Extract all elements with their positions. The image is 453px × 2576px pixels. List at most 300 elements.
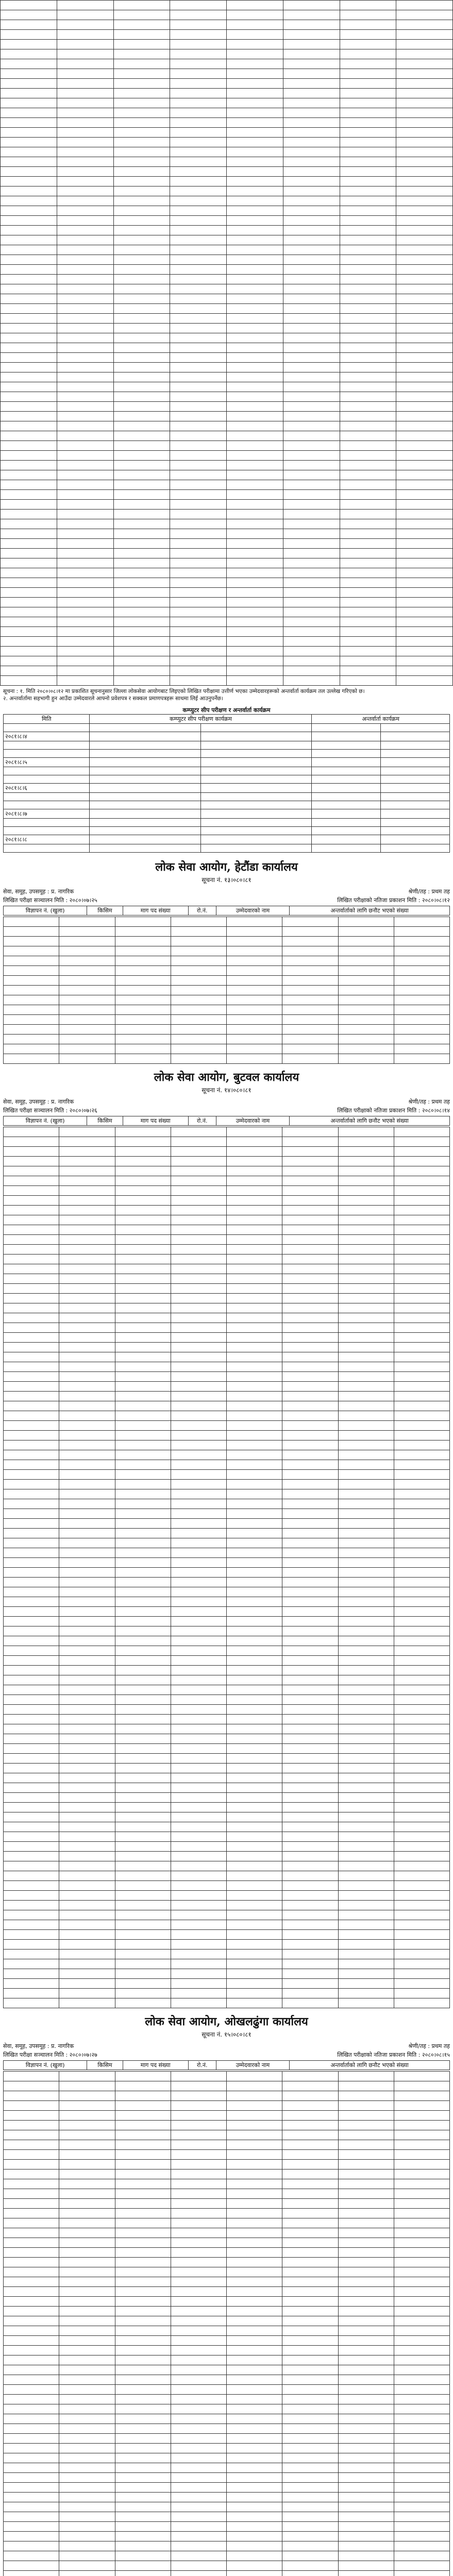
table-cell bbox=[282, 1343, 338, 1352]
table-cell bbox=[282, 1881, 338, 1891]
table-cell bbox=[394, 1773, 449, 1783]
table-cell bbox=[171, 1440, 226, 1450]
table-cell bbox=[115, 1568, 171, 1578]
table-cell bbox=[394, 2395, 449, 2404]
table-cell bbox=[338, 1597, 394, 1607]
table-cell bbox=[171, 2297, 226, 2307]
table-cell bbox=[59, 2502, 115, 2512]
table-cell bbox=[283, 510, 340, 519]
table-cell bbox=[338, 2218, 394, 2228]
table-cell bbox=[394, 2316, 449, 2326]
table-cell bbox=[282, 1401, 338, 1411]
table-row bbox=[1, 275, 453, 284]
table-cell bbox=[227, 1607, 282, 1617]
table-cell bbox=[113, 157, 170, 167]
table-cell bbox=[171, 2395, 226, 2404]
table-cell bbox=[115, 1989, 171, 1998]
table-cell bbox=[59, 1196, 115, 1206]
table-cell bbox=[171, 1607, 226, 1617]
table-cell bbox=[115, 1440, 171, 1450]
table-cell bbox=[4, 1773, 59, 1783]
table-cell bbox=[394, 937, 449, 946]
table-cell bbox=[338, 1137, 394, 1147]
table-cell bbox=[4, 1206, 59, 1215]
table-row bbox=[1, 598, 453, 607]
exam-date-line: लिखित परीक्षा सञ्चालन मिति : २०८०।०७।२६ bbox=[3, 1107, 97, 1114]
table-cell bbox=[59, 1861, 115, 1871]
table-cell bbox=[227, 1969, 282, 1979]
table-cell bbox=[59, 2140, 115, 2150]
table-cell bbox=[1, 402, 57, 412]
table-cell bbox=[227, 1264, 282, 1274]
table-cell bbox=[170, 539, 227, 549]
table-cell bbox=[59, 2297, 115, 2307]
table-cell bbox=[4, 1822, 59, 1832]
table-cell bbox=[394, 995, 449, 1005]
table-cell bbox=[115, 917, 171, 927]
table-row bbox=[1, 461, 453, 470]
table-row bbox=[4, 1793, 450, 1803]
table-cell bbox=[115, 1744, 171, 1754]
table-cell bbox=[59, 946, 115, 956]
table-cell bbox=[57, 245, 113, 255]
table-cell bbox=[4, 2297, 59, 2307]
table-cell bbox=[4, 1382, 59, 1392]
table-cell bbox=[59, 1054, 115, 1064]
table-cell bbox=[282, 2209, 338, 2218]
table-cell bbox=[171, 927, 226, 937]
table-cell bbox=[394, 2512, 449, 2522]
table-cell bbox=[394, 2551, 449, 2561]
table-row bbox=[4, 1372, 450, 1382]
table-cell bbox=[57, 118, 113, 128]
table-cell bbox=[227, 1343, 282, 1352]
table-cell bbox=[338, 2512, 394, 2522]
table-cell bbox=[394, 1881, 449, 1891]
table-cell bbox=[4, 2424, 59, 2434]
table-cell bbox=[282, 1636, 338, 1646]
table-cell bbox=[227, 966, 282, 976]
table-cell bbox=[283, 177, 340, 187]
schedule-row bbox=[4, 784, 450, 793]
table-cell bbox=[396, 470, 453, 480]
exam-date-line: लिखित परीक्षा सञ्चालन मिति : २०८०।०७।२७ bbox=[3, 2052, 97, 2058]
table-cell bbox=[57, 275, 113, 284]
table-cell bbox=[115, 1832, 171, 1842]
table-cell bbox=[59, 2258, 115, 2267]
table-cell bbox=[115, 1044, 171, 1054]
table-row bbox=[4, 2248, 450, 2258]
table-cell bbox=[282, 1127, 338, 1137]
table-cell bbox=[4, 1901, 59, 1910]
table-cell bbox=[283, 10, 340, 20]
table-cell bbox=[4, 2395, 59, 2404]
table-cell bbox=[227, 343, 283, 353]
table-cell bbox=[227, 1920, 282, 1930]
table-cell bbox=[283, 79, 340, 89]
table-cell bbox=[340, 59, 396, 69]
table-cell bbox=[171, 1313, 226, 1323]
table-cell bbox=[338, 1005, 394, 1015]
table-cell bbox=[227, 1015, 282, 1025]
schedule-cell bbox=[200, 827, 312, 835]
table-cell bbox=[227, 1186, 282, 1196]
table-cell bbox=[4, 1666, 59, 1675]
table-cell bbox=[394, 1764, 449, 1773]
table-cell bbox=[59, 1607, 115, 1617]
table-cell bbox=[4, 2375, 59, 2385]
table-cell bbox=[396, 353, 453, 363]
table-cell bbox=[1, 314, 57, 324]
table-cell bbox=[170, 529, 227, 539]
schedule-cell bbox=[90, 801, 200, 809]
table-cell bbox=[227, 1196, 282, 1206]
table-cell bbox=[282, 1392, 338, 1401]
table-cell bbox=[282, 1470, 338, 1480]
col-count: अन्तर्वार्ताको लागि छनौट भएको संख्या bbox=[290, 906, 450, 916]
table-cell bbox=[227, 2238, 282, 2248]
table-cell bbox=[340, 118, 396, 128]
table-cell bbox=[394, 1842, 449, 1852]
table-cell bbox=[170, 363, 227, 372]
table-cell bbox=[227, 1176, 282, 1186]
table-cell bbox=[4, 1920, 59, 1930]
table-cell bbox=[1, 275, 57, 284]
table-cell bbox=[113, 118, 170, 128]
table-cell bbox=[338, 1392, 394, 1401]
table-row bbox=[1, 490, 453, 500]
table-cell bbox=[394, 2483, 449, 2493]
table-row bbox=[4, 1294, 450, 1303]
table-cell bbox=[282, 2150, 338, 2160]
table-cell bbox=[282, 1695, 338, 1705]
table-row bbox=[1, 451, 453, 461]
table-cell bbox=[170, 607, 227, 617]
table-cell bbox=[4, 1871, 59, 1881]
table-cell bbox=[340, 588, 396, 598]
table-cell bbox=[338, 1666, 394, 1675]
table-cell bbox=[171, 2336, 226, 2346]
table-cell bbox=[282, 1421, 338, 1431]
table-row bbox=[1, 226, 453, 235]
table-cell bbox=[227, 1989, 282, 1998]
table-row bbox=[4, 2434, 450, 2444]
table-cell bbox=[394, 1832, 449, 1842]
table-cell bbox=[113, 402, 170, 412]
table-cell bbox=[57, 138, 113, 147]
table-cell bbox=[394, 1035, 449, 1044]
table-row bbox=[4, 2111, 450, 2121]
table-cell bbox=[115, 1764, 171, 1773]
table-cell bbox=[282, 2258, 338, 2267]
table-cell bbox=[115, 2424, 171, 2434]
table-cell bbox=[283, 20, 340, 30]
table-cell bbox=[338, 1054, 394, 1064]
table-cell bbox=[394, 2199, 449, 2209]
table-row bbox=[4, 1264, 450, 1274]
table-cell bbox=[171, 2238, 226, 2248]
table-cell bbox=[394, 1323, 449, 1333]
table-cell bbox=[394, 1255, 449, 1264]
table-cell bbox=[227, 2385, 282, 2395]
table-cell bbox=[282, 2453, 338, 2463]
table-cell bbox=[338, 1675, 394, 1685]
table-cell bbox=[171, 1558, 226, 1568]
table-cell bbox=[394, 1950, 449, 1959]
table-row bbox=[1, 157, 453, 167]
table-cell bbox=[340, 431, 396, 441]
table-cell bbox=[227, 2160, 282, 2170]
table-cell bbox=[227, 1597, 282, 1607]
table-cell bbox=[396, 10, 453, 20]
table-cell bbox=[227, 1930, 282, 1940]
table-cell bbox=[394, 1392, 449, 1401]
table-cell bbox=[227, 2189, 282, 2199]
table-cell bbox=[394, 1930, 449, 1940]
table-cell bbox=[170, 666, 227, 676]
table-cell bbox=[170, 578, 227, 588]
table-cell bbox=[59, 1343, 115, 1352]
table-cell bbox=[171, 2541, 226, 2551]
table-cell bbox=[394, 966, 449, 976]
table-cell bbox=[282, 2532, 338, 2541]
table-row bbox=[1, 578, 453, 588]
table-row bbox=[4, 1617, 450, 1626]
table-cell bbox=[1, 206, 57, 216]
table-cell bbox=[396, 568, 453, 578]
table-cell bbox=[4, 1930, 59, 1940]
table-cell bbox=[338, 1705, 394, 1715]
table-row bbox=[4, 1764, 450, 1773]
table-cell bbox=[59, 1005, 115, 1015]
schedule-row bbox=[4, 809, 450, 819]
table-row bbox=[1, 314, 453, 324]
table-cell bbox=[115, 1705, 171, 1715]
table-cell bbox=[4, 1685, 59, 1695]
table-row bbox=[4, 1852, 450, 1861]
table-cell bbox=[59, 1979, 115, 1989]
table-cell bbox=[115, 1519, 171, 1529]
table-cell bbox=[115, 2375, 171, 2385]
table-cell bbox=[340, 206, 396, 216]
table-cell bbox=[113, 59, 170, 69]
table-cell bbox=[171, 2130, 226, 2140]
table-cell bbox=[170, 588, 227, 598]
table-cell bbox=[227, 1548, 282, 1558]
table-cell bbox=[338, 2404, 394, 2414]
table-cell bbox=[59, 1440, 115, 1450]
table-row bbox=[4, 1626, 450, 1636]
table-cell bbox=[283, 470, 340, 480]
table-cell bbox=[227, 1025, 282, 1035]
table-row bbox=[4, 1147, 450, 1157]
table-cell bbox=[115, 1861, 171, 1871]
table-cell bbox=[4, 1910, 59, 1920]
table-cell bbox=[115, 2121, 171, 2130]
table-cell bbox=[396, 79, 453, 89]
table-cell bbox=[340, 510, 396, 519]
table-cell bbox=[115, 2199, 171, 2209]
table-row bbox=[4, 1744, 450, 1754]
table-cell bbox=[394, 1157, 449, 1166]
table-cell bbox=[338, 1724, 394, 1734]
table-cell bbox=[59, 1176, 115, 1186]
table-cell bbox=[170, 235, 227, 245]
table-cell bbox=[340, 69, 396, 79]
table-cell bbox=[227, 196, 283, 206]
table-cell bbox=[57, 206, 113, 216]
table-cell bbox=[396, 196, 453, 206]
table-cell bbox=[340, 412, 396, 421]
table-row bbox=[4, 2414, 450, 2424]
table-row bbox=[4, 1489, 450, 1499]
table-row bbox=[4, 1901, 450, 1910]
table-cell bbox=[59, 2130, 115, 2140]
col-ad: विज्ञापन नं. (खुला) bbox=[4, 1116, 87, 1126]
table-cell bbox=[282, 2365, 338, 2375]
table-cell bbox=[171, 2121, 226, 2130]
table-cell bbox=[1, 627, 57, 637]
table-cell bbox=[171, 1568, 226, 1578]
table-row bbox=[4, 2150, 450, 2160]
table-cell bbox=[57, 304, 113, 314]
table-cell bbox=[227, 2179, 282, 2189]
table-cell bbox=[282, 1509, 338, 1519]
table-cell bbox=[227, 2444, 282, 2453]
table-cell bbox=[4, 2150, 59, 2160]
table-cell bbox=[338, 1715, 394, 1724]
table-cell bbox=[1, 187, 57, 196]
table-cell bbox=[282, 1705, 338, 1715]
table-cell bbox=[115, 1137, 171, 1147]
table-cell bbox=[340, 1, 396, 10]
table-cell bbox=[338, 1401, 394, 1411]
table-row bbox=[4, 1646, 450, 1656]
table-cell bbox=[57, 20, 113, 30]
table-cell bbox=[283, 568, 340, 578]
table-cell bbox=[338, 1519, 394, 1529]
table-row bbox=[4, 1450, 450, 1460]
table-cell bbox=[4, 1568, 59, 1578]
table-cell bbox=[396, 627, 453, 637]
table-cell bbox=[59, 1157, 115, 1166]
table-cell bbox=[227, 2248, 282, 2258]
table-cell bbox=[171, 1137, 226, 1147]
table-cell bbox=[394, 2277, 449, 2287]
table-row bbox=[4, 2170, 450, 2179]
table-cell bbox=[170, 490, 227, 500]
table-cell bbox=[338, 1646, 394, 1656]
col-seats: माग पद संख्या bbox=[123, 1116, 188, 1126]
table-cell bbox=[227, 1005, 282, 1015]
table-row bbox=[4, 927, 450, 937]
table-cell bbox=[170, 69, 227, 79]
table-cell bbox=[4, 1636, 59, 1646]
table-row bbox=[4, 2297, 450, 2307]
table-cell bbox=[171, 2258, 226, 2267]
table-cell bbox=[4, 2493, 59, 2502]
table-row bbox=[4, 1724, 450, 1734]
table-cell bbox=[171, 1166, 226, 1176]
table-cell bbox=[338, 2561, 394, 2571]
col-date: मिति bbox=[4, 715, 90, 724]
table-cell bbox=[282, 2316, 338, 2326]
table-cell bbox=[59, 1822, 115, 1832]
table-cell bbox=[282, 1685, 338, 1695]
table-cell bbox=[283, 138, 340, 147]
table-cell bbox=[338, 2541, 394, 2551]
table-cell bbox=[1, 510, 57, 519]
table-cell bbox=[282, 2287, 338, 2297]
table-cell bbox=[57, 490, 113, 500]
table-cell bbox=[4, 2218, 59, 2228]
table-cell bbox=[283, 558, 340, 568]
table-cell bbox=[282, 1215, 338, 1225]
table-cell bbox=[227, 2414, 282, 2424]
table-row bbox=[4, 1460, 450, 1470]
table-cell bbox=[115, 1215, 171, 1225]
table-row bbox=[4, 1715, 450, 1724]
table-cell bbox=[394, 2297, 449, 2307]
schedule-cell bbox=[200, 793, 312, 801]
table-cell bbox=[115, 2267, 171, 2277]
table-cell bbox=[282, 1411, 338, 1421]
table-cell bbox=[59, 1724, 115, 1734]
table-cell bbox=[115, 1025, 171, 1035]
table-cell bbox=[338, 1822, 394, 1832]
table-cell bbox=[282, 2121, 338, 2130]
table-row bbox=[1, 79, 453, 89]
table-cell bbox=[115, 2453, 171, 2463]
table-cell bbox=[171, 2463, 226, 2473]
table-row bbox=[4, 995, 450, 1005]
table-cell bbox=[4, 1401, 59, 1411]
table-cell bbox=[227, 607, 283, 617]
table-row bbox=[4, 2081, 450, 2091]
table-cell bbox=[227, 986, 282, 995]
table-row bbox=[4, 2483, 450, 2493]
table-row bbox=[4, 2189, 450, 2199]
table-cell bbox=[59, 1959, 115, 1969]
table-cell bbox=[338, 1343, 394, 1352]
table-cell bbox=[227, 382, 283, 392]
table-cell bbox=[282, 1186, 338, 1196]
table-cell bbox=[282, 2130, 338, 2140]
table-cell bbox=[396, 656, 453, 666]
table-cell bbox=[115, 1852, 171, 1861]
table-cell bbox=[338, 1382, 394, 1392]
table-cell bbox=[394, 2160, 449, 2170]
table-cell bbox=[59, 1705, 115, 1715]
table-cell bbox=[227, 1489, 282, 1499]
schedule-cell bbox=[312, 819, 381, 827]
table-row bbox=[1, 363, 453, 372]
table-cell bbox=[171, 2081, 226, 2091]
table-row bbox=[1, 147, 453, 157]
table-row bbox=[4, 2267, 450, 2277]
table-cell bbox=[115, 2287, 171, 2297]
table-cell bbox=[59, 2160, 115, 2170]
table-cell bbox=[59, 1015, 115, 1025]
table-cell bbox=[227, 1529, 282, 1538]
section-subtitle: सूचना नं. १४।०८०।८१ bbox=[202, 1087, 251, 1094]
table-row bbox=[4, 1656, 450, 1666]
table-cell bbox=[394, 1509, 449, 1519]
table-cell bbox=[394, 1284, 449, 1294]
table-cell bbox=[170, 647, 227, 656]
table-cell bbox=[282, 946, 338, 956]
table-cell bbox=[282, 1675, 338, 1685]
